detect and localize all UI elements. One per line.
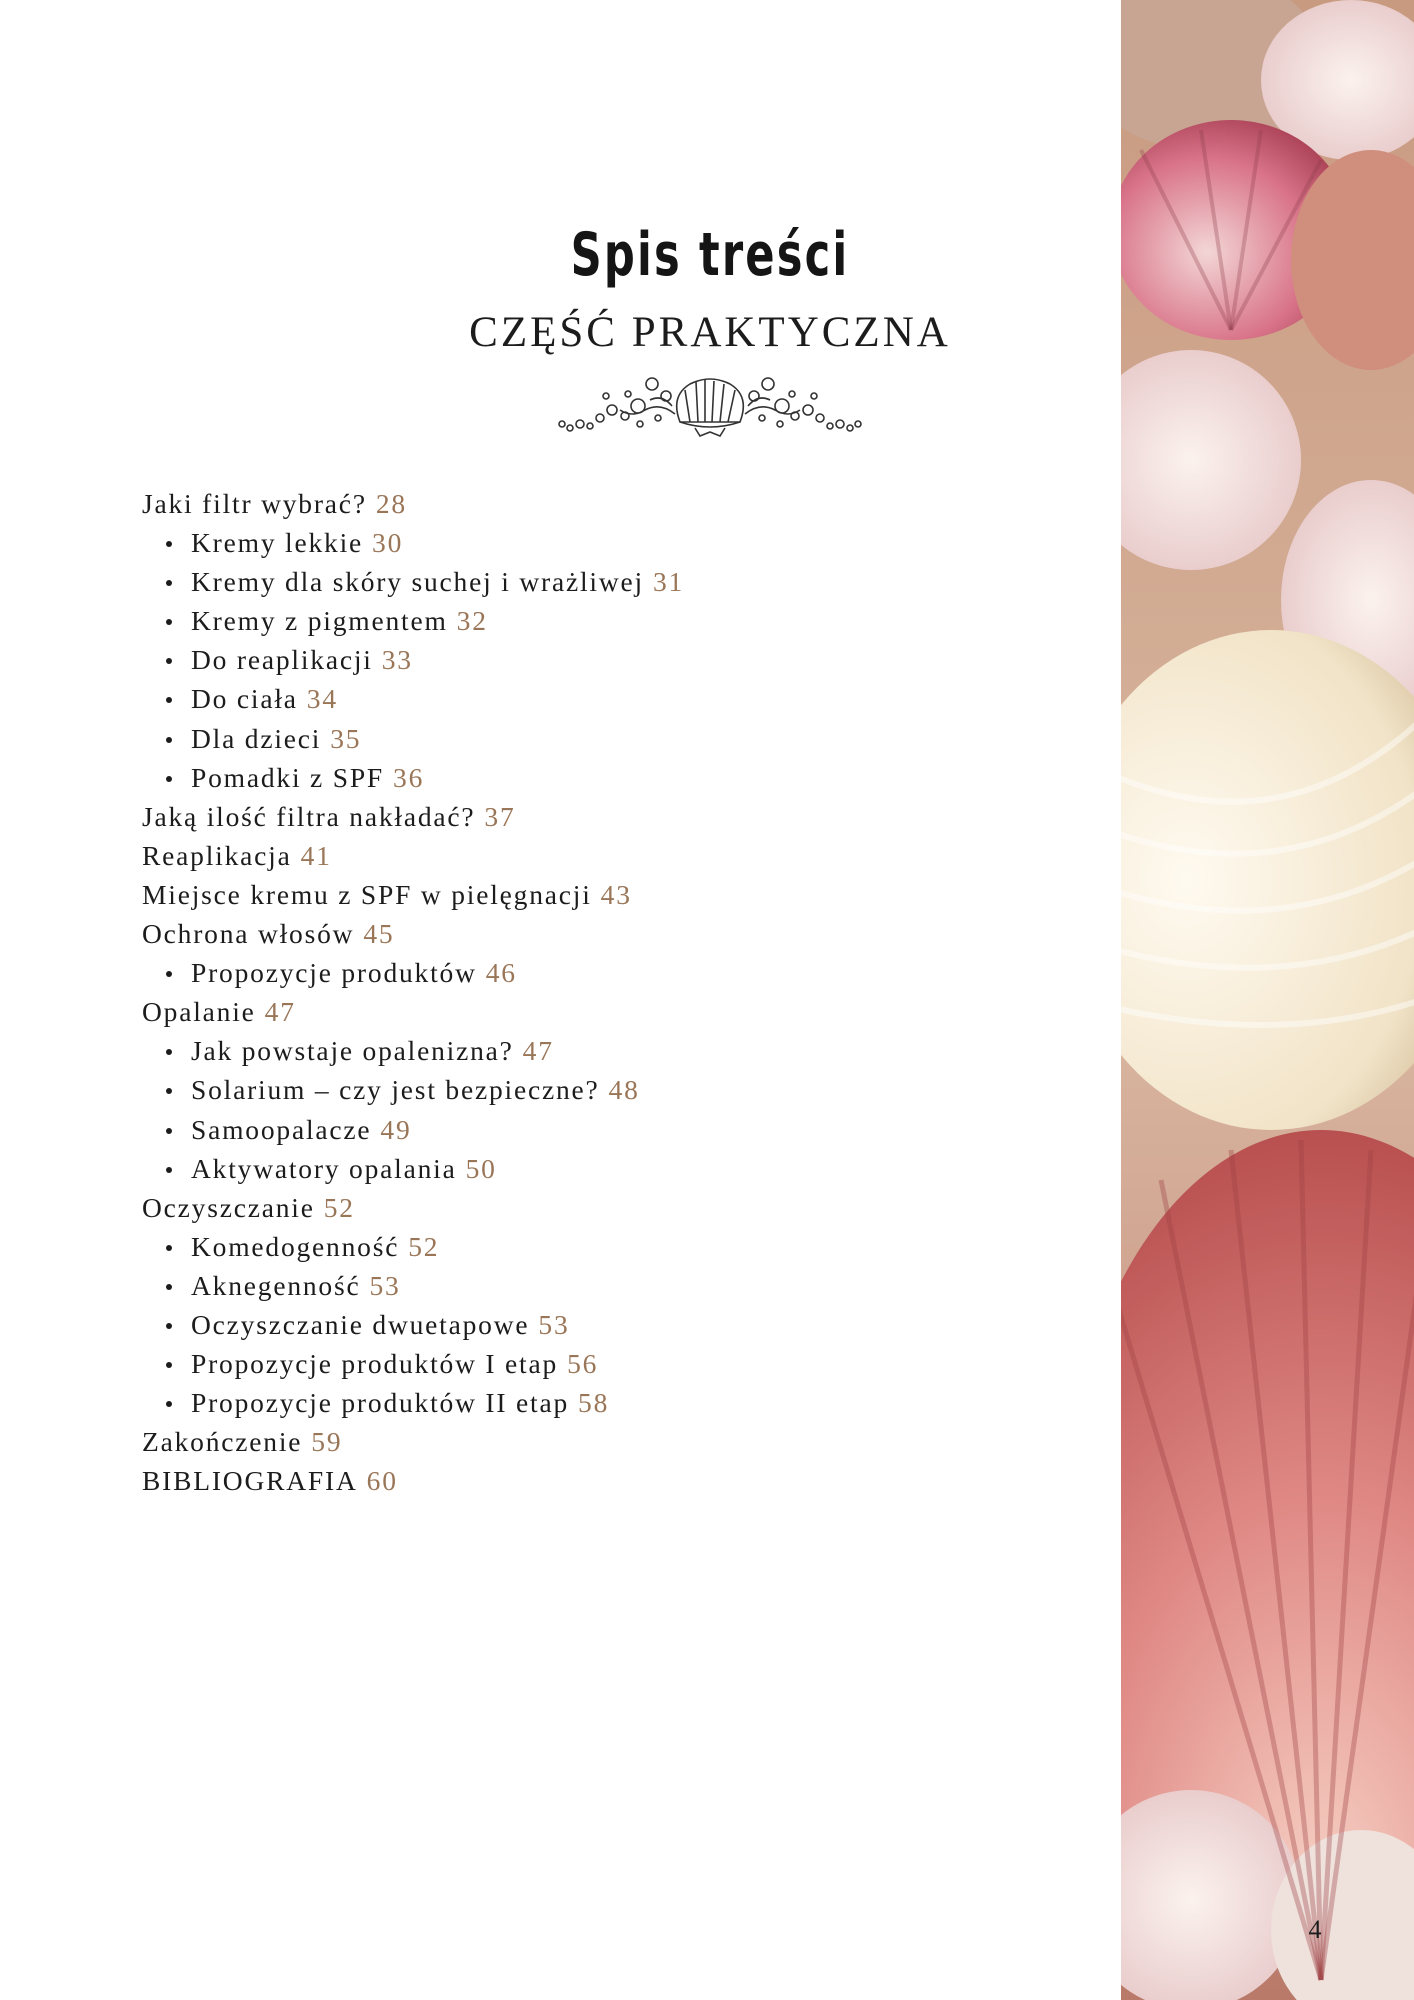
toc-entry[interactable]	[142, 914, 1042, 953]
toc-entry[interactable]	[142, 875, 1042, 914]
toc-entry-title: BIBLIOGRAFIA	[142, 1465, 358, 1497]
section-subtitle: CZĘŚĆ PRAKTYCZNA	[469, 309, 951, 356]
toc-page-number: 41	[300, 839, 332, 871]
toc-page-number: 46	[485, 957, 517, 989]
toc-subentry[interactable]	[142, 1070, 1042, 1109]
table-of-contents	[142, 484, 1042, 1500]
toc-entry-title: Oczyszczanie	[142, 1191, 315, 1223]
seashells-photo	[1121, 0, 1414, 2000]
toc-subentry[interactable]	[142, 1110, 1042, 1149]
toc-page-number: 28	[375, 488, 407, 519]
toc-page-number: 32	[456, 605, 488, 637]
toc-subentry[interactable]	[142, 523, 1042, 562]
toc-page-number: 36	[393, 761, 425, 793]
toc-page-number: 60	[366, 1465, 398, 1497]
toc-subentry[interactable]	[142, 953, 1042, 992]
toc-page-number: 48	[608, 1074, 640, 1106]
seashell-ornament-icon	[540, 366, 880, 442]
toc-entry[interactable]	[142, 797, 1042, 836]
toc-page-number: 52	[408, 1230, 440, 1262]
toc-entry[interactable]	[142, 836, 1042, 875]
toc-page-number: 34	[306, 683, 338, 715]
toc-subentry[interactable]	[142, 1149, 1042, 1188]
toc-entry-title: Ochrona włosów	[142, 918, 355, 950]
toc-page-number: 59	[311, 1426, 343, 1458]
toc-entry-title: Solarium – czy jest bezpieczne?	[191, 1074, 600, 1106]
toc-entry-title: Propozycje produktów II etap	[191, 1387, 570, 1419]
toc-subentry[interactable]	[142, 1227, 1042, 1266]
toc-entry-title: Propozycje produktów I etap	[191, 1348, 559, 1380]
toc-page-number: 33	[381, 644, 413, 676]
toc-entry[interactable]	[142, 1422, 1042, 1461]
toc-entry-title: Aknegenność	[191, 1269, 361, 1301]
toc-entry-title: Jak powstaje opalenizna?	[191, 1035, 514, 1067]
toc-page-number: 49	[380, 1113, 412, 1145]
toc-entry-title: Jaki filtr wybrać?	[142, 488, 367, 519]
toc-entry[interactable]	[142, 992, 1042, 1031]
toc-page-number: 35	[330, 722, 362, 754]
toc-subentry[interactable]	[142, 679, 1042, 718]
toc-entry-title: Jaką ilość filtra nakładać?	[142, 800, 476, 832]
toc-page-number: 53	[538, 1308, 570, 1340]
toc-page-number: 58	[578, 1387, 610, 1419]
toc-subentry[interactable]	[142, 1031, 1042, 1070]
toc-entry-title: Kremy lekkie	[191, 527, 364, 559]
toc-entry-title: Opalanie	[142, 996, 256, 1028]
toc-page-number: 47	[522, 1035, 554, 1067]
toc-page-number: 52	[323, 1191, 355, 1223]
toc-subentry[interactable]	[142, 640, 1042, 679]
toc-subentry[interactable]	[142, 601, 1042, 640]
toc-entry[interactable]	[142, 1461, 1042, 1500]
toc-entry-title: Propozycje produktów	[191, 957, 477, 989]
toc-entry-title: Samoopalacze	[191, 1113, 372, 1145]
toc-page-number: 50	[465, 1152, 497, 1184]
toc-entry-title: Pomadki z SPF	[191, 761, 385, 793]
toc-subentry[interactable]	[142, 1383, 1042, 1422]
toc-page-number: 31	[652, 566, 685, 598]
page-number: 4	[1308, 1915, 1322, 1944]
page-title: Spis treści	[570, 220, 850, 290]
toc-subentry[interactable]	[142, 1344, 1042, 1383]
toc-subentry[interactable]	[142, 719, 1042, 758]
toc-entry[interactable]	[142, 484, 1042, 523]
toc-entry-title: Do ciała	[191, 683, 298, 715]
toc-page-number: 47	[264, 996, 296, 1028]
toc-entry-title: Reaplikacja	[142, 839, 292, 871]
toc-page-number: 45	[363, 918, 395, 950]
toc-entry-title: Do reaplikacji	[191, 644, 373, 676]
toc-entry[interactable]	[142, 1188, 1042, 1227]
toc-subentry[interactable]	[142, 562, 1042, 601]
toc-subentry[interactable]	[142, 758, 1042, 797]
toc-subentry[interactable]	[142, 1305, 1042, 1344]
toc-page-number: 43	[600, 878, 632, 910]
toc-entry-title: Kremy dla skóry suchej i wrażliwej	[191, 566, 644, 598]
toc-entry-title: Dla dzieci	[191, 722, 322, 754]
toc-entry-title: Zakończenie	[142, 1426, 303, 1458]
toc-page-number: 53	[369, 1269, 401, 1301]
toc-page-number: 56	[567, 1348, 599, 1380]
toc-page-number: 37	[484, 800, 516, 832]
toc-entry-title: Kremy z pigmentem	[191, 605, 448, 637]
toc-page-number: 30	[372, 527, 404, 559]
toc-entry-title: Miejsce kremu z SPF w pielęgnacji	[142, 878, 592, 910]
toc-entry-title: Komedogenność	[191, 1230, 400, 1262]
toc-entry-title: Aktywatory opalania	[191, 1152, 457, 1184]
toc-subentry[interactable]	[142, 1266, 1042, 1305]
toc-entry-title: Oczyszczanie dwuetapowe	[191, 1308, 530, 1340]
